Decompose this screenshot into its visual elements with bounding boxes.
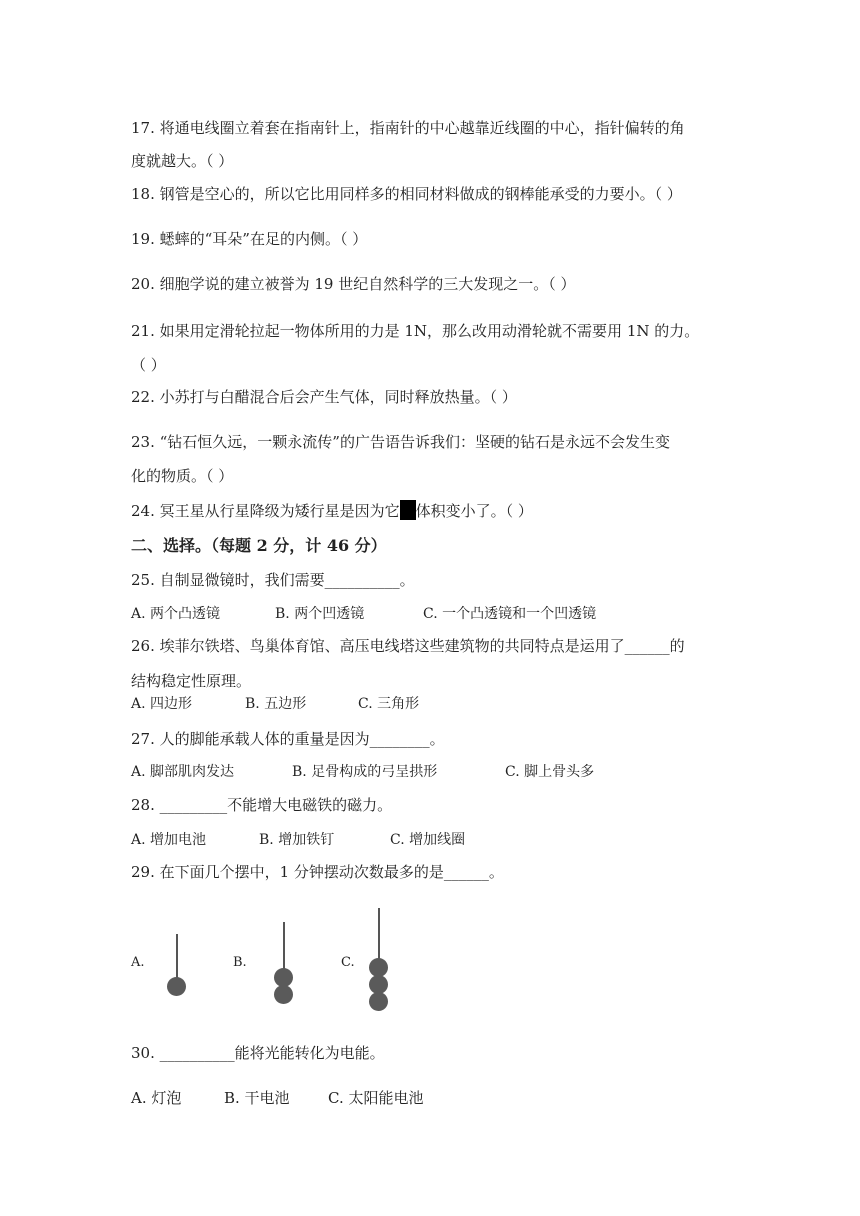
question-29: 29. 在下面几个摆中，1 分钟摆动次数最多的是______。 [131, 863, 504, 881]
q30-option-a: A. 灯泡 [131, 1089, 182, 1107]
q27-option-c: C. 脚上骨头多 [505, 764, 595, 780]
q27-option-a: A. 脚部肌肉发达 [131, 764, 235, 780]
redaction-block [400, 500, 416, 520]
q26-option-b: B. 五边形 [245, 696, 307, 712]
q30-option-c: C. 太阳能电池 [328, 1089, 424, 1107]
question-28: 28. _________不能增大电磁铁的磁力。 [131, 796, 393, 814]
q28-option-a: A. 增加电池 [131, 832, 207, 848]
pendulum-b-string [283, 922, 285, 970]
question-27: 27. 人的脚能承载人体的重量是因为________。 [131, 730, 445, 748]
question-19: 19. 蟋蟀的“耳朵”在足的内侧。（ ） [131, 230, 368, 248]
q28-option-c: C. 增加线圈 [390, 832, 466, 848]
question-18: 18. 钢管是空心的，所以它比用同样多的相同材料做成的钢棒能承受的力要小。（ ） [131, 185, 682, 203]
question-21-line-1: 21. 如果用定滑轮拉起一物体所用的力是 1N，那么改用动滑轮就不需要用 1N 的力。 [131, 322, 700, 340]
question-23-line-2: 化的物质。（ ） [131, 467, 234, 485]
pendulum-label-a: A. [131, 955, 145, 970]
q27-option-b: B. 足骨构成的弓呈拱形 [292, 764, 438, 780]
q25-option-a: A. 两个凸透镜 [131, 606, 221, 622]
pendulum-a-bob [167, 977, 186, 996]
q25-option-b: B. 两个凹透镜 [275, 606, 365, 622]
question-25: 25. 自制显微镜时，我们需要__________。 [131, 571, 415, 589]
q26-option-a: A. 四边形 [131, 696, 193, 712]
question-22: 22. 小苏打与白醋混合后会产生气体，同时释放热量。（ ） [131, 388, 517, 406]
pendulum-label-c: C. [341, 955, 355, 970]
pendulum-label-b: B. [233, 955, 247, 970]
q25-option-c: C. 一个凸透镜和一个凹透镜 [423, 606, 597, 622]
question-17-line-2: 度就越大。（ ） [131, 152, 234, 170]
question-21-line-2: （ ） [131, 356, 166, 374]
question-24-text-before: 24. 冥王星从行星降级为矮行星是因为它 [131, 502, 400, 520]
question-23-line-1: 23. “钻石恒久远，一颗永流传”的广告语告诉我们：坚硬的钻石是永远不会发生变 [131, 433, 670, 451]
question-20: 20. 细胞学说的建立被誉为 19 世纪自然科学的三大发现之一。（ ） [131, 275, 576, 293]
pendulum-a-string [176, 934, 178, 978]
question-17-line-1: 17. 将通电线圈立着套在指南针上，指南针的中心越靠近线圈的中心，指针偏转的角 [131, 119, 685, 137]
q30-option-b: B. 干电池 [224, 1089, 290, 1107]
section-2-heading: 二、选择。（每题 2 分，计 46 分） [131, 536, 387, 555]
question-30: 30. __________能将光能转化为电能。 [131, 1044, 385, 1062]
pendulum-c-string [378, 908, 380, 960]
question-26-line-2: 结构稳定性原理。 [131, 672, 252, 690]
pendulum-c-bob-3 [369, 992, 388, 1011]
question-24 [131, 500, 533, 521]
pendulum-b-bob-2 [274, 985, 293, 1004]
question-24-text-after: 体积变小了。（ ） [415, 502, 533, 520]
question-26-line-1: 26. 埃菲尔铁塔、鸟巢体育馆、高压电线塔这些建筑物的共同特点是运用了______的 [131, 637, 685, 655]
q28-option-b: B. 增加铁钉 [259, 832, 335, 848]
q26-option-c: C. 三角形 [358, 696, 420, 712]
